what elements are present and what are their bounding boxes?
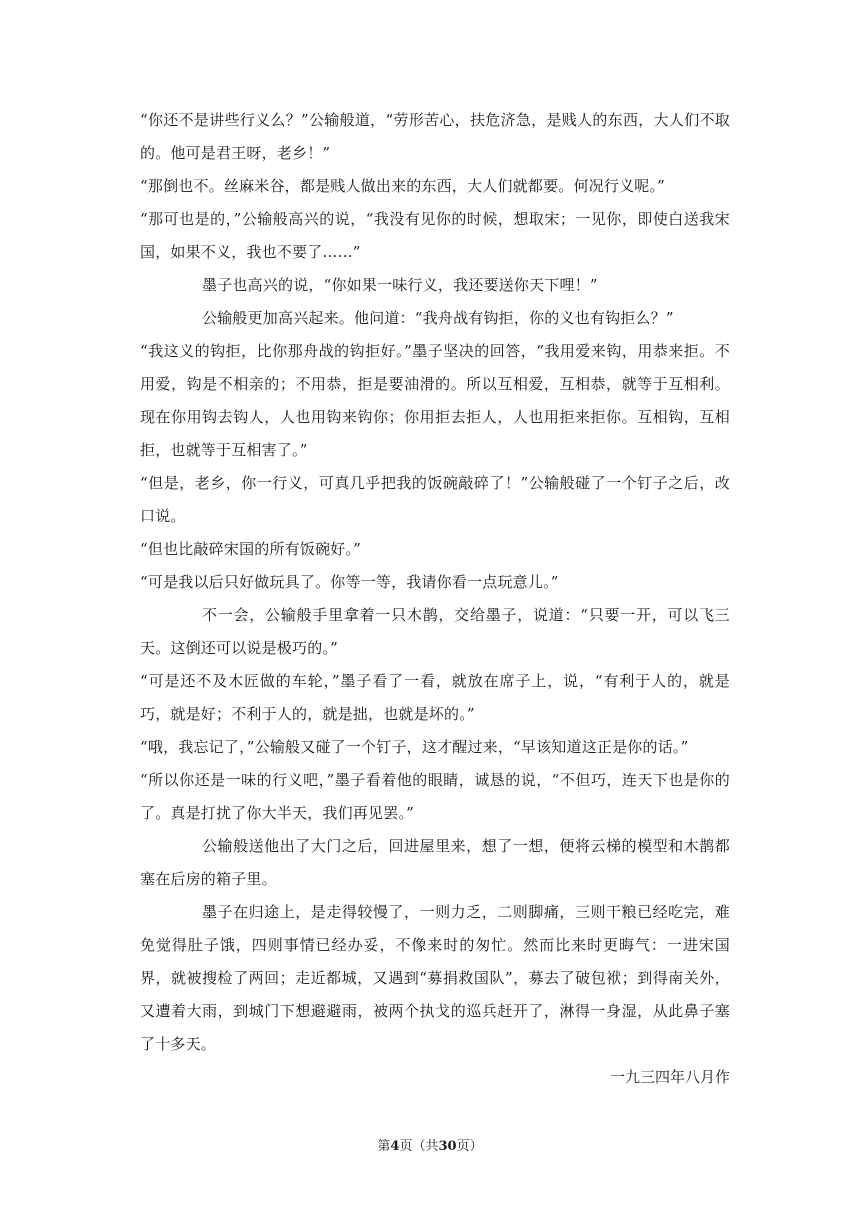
paragraph: “那倒也不。丝麻米谷，都是贱人做出来的东西，大人们就都要。何况行义呢。” (140, 177, 666, 195)
paragraph: “哦，我忘记了，”公输般又碰了一个钉子，这才醒过来，“早该知道这正是你的话。” (140, 738, 689, 756)
paragraph: 公输般更加高兴起来。他问道：“我舟战有钩拒，你的义也有钩拒么？” (202, 309, 674, 327)
paragraph: 不一会，公输般手里拿着一只木鹊，交给墨子，说道：“只要一开，可以飞三天。这倒还可以说是极巧的。” (140, 606, 730, 657)
paragraph: 墨子在归途上，是走得较慢了，一则力乏，二则脚痛，三则干粮已经吃完，难免觉得肚子饿，四则事情已经办妥，不像来时的匆忙。然而比来时更晦气：一进宋国界，就被搜检了两回；走近都城，又遇到“募捐救国队”，募去了破包袱；到得南关外，又遭着大雨，到城门下想避避雨，被两个执戈的巡兵赶开了，淋得一身湿，从此鼻子塞了十多天。 (140, 903, 730, 1053)
paragraph: “你还不是讲些行义么？”公输般道，“劳形苦心，扶危济急，是贱人的东西，大人们不取的。他可是君王呀，老乡！” (140, 111, 730, 162)
article-body (140, 104, 730, 1094)
paragraph: “所以你还是一味的行义吧，”墨子看着他的眼睛，诚恳的说，“不但巧，连天下也是你的了。真是打扰了你大半天，我们再见罢。” (140, 771, 730, 822)
total-page-count: 30 (438, 1139, 457, 1154)
paragraph: “那可也是的，”公输般高兴的说，“我没有见你的时候，想取宋；一见你，即使白送我宋国，如果不义，我也不要了……” (140, 210, 730, 261)
paragraph: “但也比敲碎宋国的所有饭碗好。” (140, 540, 362, 558)
footer-middle: 页（共 (399, 1139, 439, 1154)
paragraph: 墨子也高兴的说，“你如果一味行义，我还要送你天下哩！” (202, 276, 598, 294)
footer-suffix: 页） (456, 1139, 483, 1154)
current-page-number: 4 (390, 1139, 400, 1154)
footer-prefix: 第 (377, 1139, 391, 1154)
page-footer (0, 1138, 860, 1156)
paragraph: 公输般送他出了大门之后，回进屋里来，想了一想，便将云梯的模型和木鹊都塞在后房的箱子里。 (140, 837, 730, 888)
paragraph: “但是，老乡，你一行义，可真几乎把我的饭碗敲碎了！”公输般碰了一个钉子之后，改口说。 (140, 474, 730, 525)
paragraph: “可是我以后只好做玩具了。你等一等，我请你看一点玩意儿。” (140, 573, 559, 591)
paragraph: “可是还不及木匠做的车轮，”墨子看了一看，就放在席子上，说，“有利于人的，就是巧，就是好；不利于人的，就是拙，也就是坏的。” (140, 672, 730, 723)
paragraph: “我这义的钩拒，比你那舟战的钩拒好。”墨子坚决的回答，“我用爱来钩，用恭来拒。不用爱，钩是不相亲的；不用恭，拒是要油滑的。所以互相爱，互相恭，就等于互相利。现在你用钩去钩人，人也用钩来钩你；你用拒去拒人，人也用拒来拒你。互相钩，互相拒，也就等于互相害了。” (140, 342, 730, 459)
signature-date: 一九三四年八月作 (609, 1068, 730, 1086)
